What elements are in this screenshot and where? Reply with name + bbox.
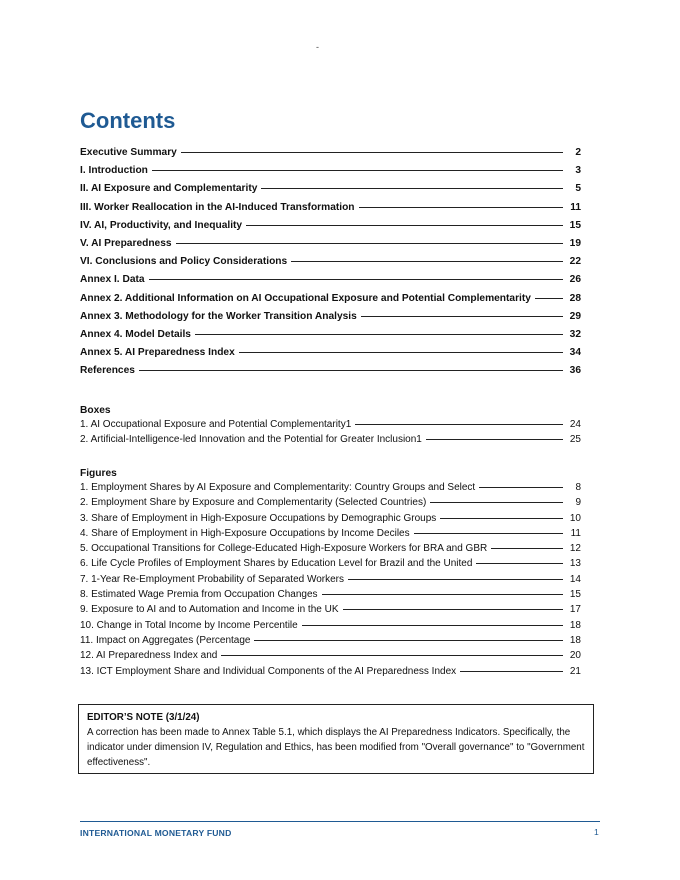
- toc-entry-page: 3: [575, 165, 581, 177]
- toc-entry[interactable]: [80, 293, 581, 311]
- toc-entry-label: V. AI Preparedness: [80, 237, 172, 249]
- leader-line: [414, 533, 563, 534]
- figure-entry[interactable]: [80, 604, 581, 619]
- figure-entry-label: 2. Employment Share by Exposure and Complementarity (Selected Countries): [80, 497, 427, 509]
- leader-line: [221, 655, 563, 656]
- figure-entry[interactable]: [80, 635, 581, 650]
- leader-line: [343, 609, 564, 610]
- leader-line: [348, 579, 563, 580]
- toc-entry[interactable]: [80, 274, 581, 292]
- box-entry[interactable]: [80, 419, 581, 434]
- footer-divider: [80, 821, 600, 822]
- toc-entry[interactable]: [80, 347, 581, 365]
- figure-entry-page: 20: [569, 650, 581, 662]
- leader-line: [152, 170, 563, 171]
- figure-entry-page: 12: [569, 543, 581, 555]
- boxes-list: [80, 419, 581, 450]
- toc-entry[interactable]: [80, 220, 581, 238]
- leader-line: [426, 439, 563, 440]
- figure-entry-page: 9: [575, 497, 581, 509]
- figure-entry-page: 13: [569, 558, 581, 570]
- toc-entry-page: 36: [569, 365, 581, 377]
- figure-entry[interactable]: [80, 666, 581, 681]
- figure-entry[interactable]: [80, 589, 581, 604]
- toc-entry-page: 29: [569, 310, 581, 322]
- toc-entry-label: I. Introduction: [80, 165, 148, 177]
- leader-line: [195, 334, 563, 335]
- figure-entry[interactable]: [80, 558, 581, 573]
- leader-line: [139, 370, 563, 371]
- leader-line: [149, 279, 563, 280]
- toc-entry-label: Annex I. Data: [80, 274, 145, 286]
- editors-note-body: A correction has been made to Annex Table 5.1, which displays the AI Preparedness Indicators. Specifically, the indicator under dimension IV, Regulation and Ethics, has been modified from "Overall governance" to "Government effectiveness".: [87, 727, 585, 768]
- figure-entry-label: 8. Estimated Wage Premia from Occupation Changes: [80, 589, 318, 601]
- figure-entry-page: 21: [569, 665, 581, 677]
- leader-line: [246, 225, 563, 226]
- leader-line: [181, 152, 563, 153]
- box-entry-label: 1. AI Occupational Exposure and Potential Complementarity1: [80, 419, 352, 430]
- leader-line: [479, 487, 563, 488]
- toc-entry[interactable]: [80, 238, 581, 256]
- toc-entry-page: 19: [569, 237, 581, 249]
- figure-entry-page: 18: [569, 619, 581, 631]
- toc-entry-page: 22: [569, 256, 581, 268]
- figure-entry[interactable]: [80, 482, 581, 497]
- figure-entry-label: 4. Share of Employment in High-Exposure Occupations by Income Deciles: [80, 527, 410, 539]
- toc-entry[interactable]: [80, 256, 581, 274]
- box-entry-page: 25: [569, 434, 581, 446]
- figure-entry-label: 13. ICT Employment Share and Individual Components of the AI Preparedness Index: [80, 665, 457, 677]
- toc-entry-page: 11: [570, 201, 581, 213]
- figure-entry-label: 1. Employment Shares by AI Exposure and Complementarity: Country Groups and Select: [80, 482, 476, 493]
- figure-entry-page: 17: [569, 604, 581, 616]
- page-title: Contents: [80, 108, 176, 133]
- toc-entry-page: 5: [575, 183, 581, 195]
- boxes-heading: Boxes: [80, 405, 111, 416]
- leader-line: [355, 424, 563, 425]
- toc-entry-label: Executive Summary: [80, 147, 177, 158]
- editors-note-title: EDITOR’S NOTE (3/1/24): [87, 712, 200, 723]
- figure-entry[interactable]: [80, 574, 581, 589]
- figure-entry-label: 7. 1-Year Re-Employment Probability of Separated Workers: [80, 573, 345, 585]
- toc-entry[interactable]: [80, 165, 581, 183]
- toc-entry-page: 28: [569, 292, 581, 304]
- toc-entry-page: 34: [569, 347, 581, 359]
- toc-entry-label: Annex 5. AI Preparedness Index: [80, 347, 235, 359]
- toc-entry-label: References: [80, 365, 135, 377]
- toc-entry[interactable]: [80, 202, 581, 220]
- editors-note: [78, 704, 594, 774]
- leader-line: [291, 261, 563, 262]
- leader-line: [491, 548, 563, 549]
- toc-entry[interactable]: [80, 147, 581, 165]
- figure-entry-label: 3. Share of Employment in High-Exposure Occupations by Demographic Groups: [80, 512, 437, 524]
- toc-entry-page: 32: [569, 328, 581, 340]
- figure-entry-label: 11. Impact on Aggregates (Percentage: [80, 634, 251, 646]
- figure-entry-page: 8: [575, 482, 581, 493]
- leader-line: [430, 502, 563, 503]
- toc-entry[interactable]: [80, 365, 581, 383]
- figure-entry-label: 6. Life Cycle Profiles of Employment Shares by Education Level for Brazil and the United: [80, 558, 473, 570]
- toc-entry-label: Annex 3. Methodology for the Worker Transition Analysis: [80, 310, 357, 322]
- leader-line: [176, 243, 563, 244]
- toc-entry[interactable]: [80, 183, 581, 201]
- footer-page-number: 1: [594, 827, 599, 837]
- toc-entry-label: Annex 4. Model Details: [80, 328, 191, 340]
- figure-entry[interactable]: [80, 650, 581, 665]
- leader-line: [361, 316, 563, 317]
- figure-entry-page: 15: [569, 589, 581, 601]
- figure-entry-page: 10: [569, 512, 581, 524]
- leader-line: [440, 518, 563, 519]
- leader-line: [460, 671, 563, 672]
- toc-entry-label: Annex 2. Additional Information on AI Occupational Exposure and Potential Complementarity: [80, 292, 531, 304]
- figure-entry-label: 5. Occupational Transitions for College-Educated High-Exposure Workers for BRA and GBR: [80, 543, 488, 555]
- leader-line: [254, 640, 563, 641]
- leader-line: [239, 352, 563, 353]
- top-mark: -: [316, 42, 319, 52]
- leader-line: [476, 563, 563, 564]
- figures-heading: Figures: [80, 468, 117, 479]
- toc-entry[interactable]: [80, 311, 581, 329]
- box-entry[interactable]: [80, 434, 581, 449]
- table-of-contents: [80, 147, 581, 383]
- figure-entry-page: 18: [569, 634, 581, 646]
- toc-entry-label: II. AI Exposure and Complementarity: [80, 183, 258, 195]
- toc-entry-label: III. Worker Reallocation in the AI-Induced Transformation: [80, 201, 355, 213]
- leader-line: [359, 207, 563, 208]
- box-entry-label: 2. Artificial-Intelligence-led Innovation and the Potential for Greater Inclusion1: [80, 434, 422, 446]
- box-entry-page: 24: [569, 419, 581, 430]
- figure-entry-label: 12. AI Preparedness Index and: [80, 650, 218, 662]
- figure-entry-label: 9. Exposure to AI and to Automation and Income in the UK: [80, 604, 339, 616]
- toc-entry-label: IV. AI, Productivity, and Inequality: [80, 219, 243, 231]
- toc-entry-page: 26: [569, 274, 581, 286]
- figure-entry-page: 11: [570, 527, 581, 539]
- toc-entry-page: 2: [575, 147, 581, 158]
- footer-org: INTERNATIONAL MONETARY FUND: [80, 828, 232, 838]
- figure-entry[interactable]: [80, 513, 581, 528]
- figure-entry[interactable]: [80, 497, 581, 512]
- leader-line: [261, 188, 563, 189]
- leader-line: [535, 298, 563, 299]
- toc-entry[interactable]: [80, 329, 581, 347]
- figure-entry[interactable]: [80, 543, 581, 558]
- figure-entry-page: 14: [569, 573, 581, 585]
- figure-entry-label: 10. Change in Total Income by Income Percentile: [80, 619, 298, 631]
- toc-entry-label: VI. Conclusions and Policy Considerations: [80, 256, 288, 268]
- leader-line: [322, 594, 563, 595]
- figure-entry[interactable]: [80, 528, 581, 543]
- figures-list: [80, 482, 581, 681]
- figure-entry[interactable]: [80, 620, 581, 635]
- leader-line: [302, 625, 563, 626]
- toc-entry-page: 15: [569, 219, 581, 231]
